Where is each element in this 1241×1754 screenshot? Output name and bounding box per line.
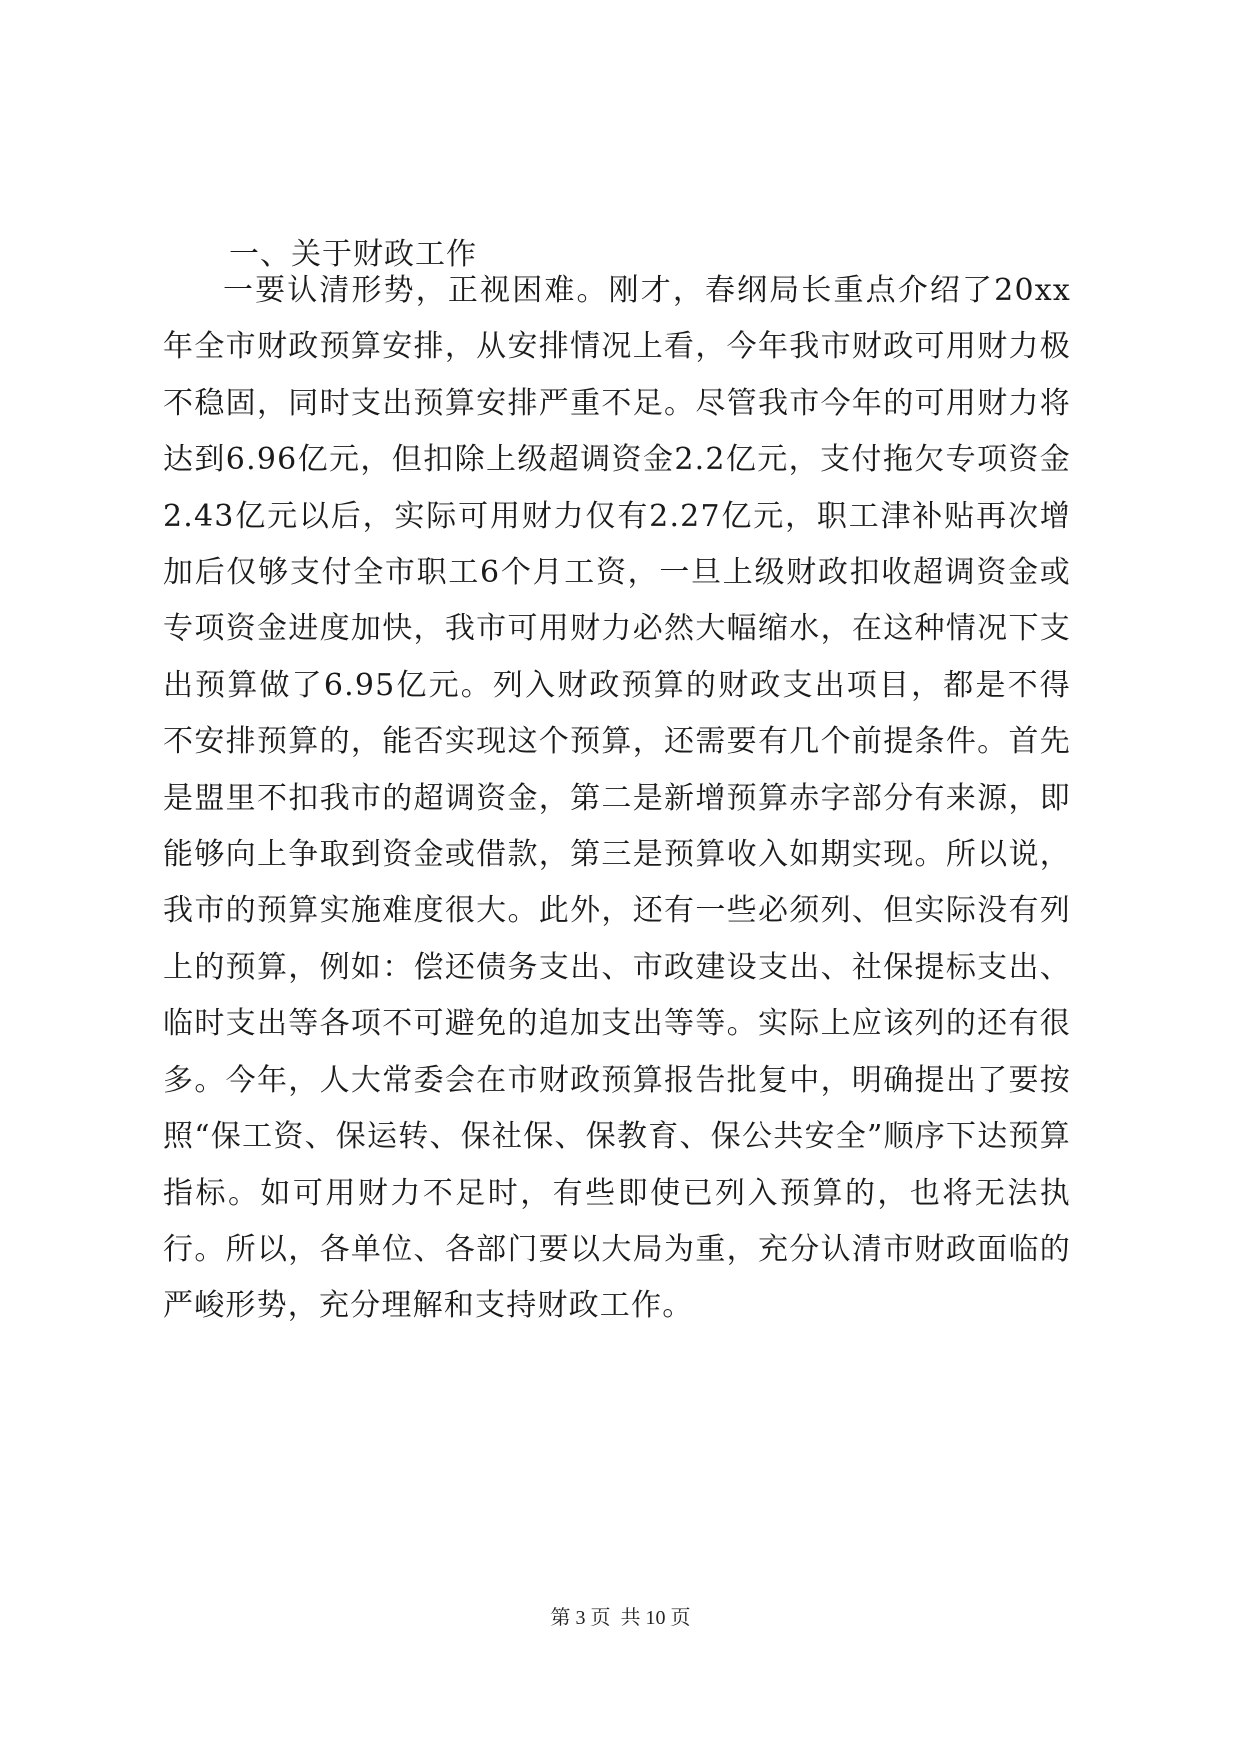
body-paragraph: 一要认清形势，正视困难。刚才，春纲局长重点介绍了20xx年全市财政预算安排，从安排情况上看，今年我市财政可用财力极不稳固，同时支出预算安排严重不足。尽管我市今年的可用财力将达到6.96亿元，但扣除上级超调资金2.2亿元，支付拖欠专项资金2.43亿元以后，实际可用财力仅有2.27亿元，职工津补贴再次增加后仅够支付全市职工6个月工资，一旦上级财政扣收超调资金或专项资金进度加快，我市可用财力必然大幅缩水，在这种情况下支出预算做了6.95亿元。列入财政预算的财政支出项目，都是不得不安排预算的，能否实现这个预算，还需要有几个前提条件。首先是盟里不扣我市的超调资金，第二是新增预算赤字部分有来源，即能够向上争取到资金或借款，第三是预算收入如期实现。所以说，我市的预算实施难度很大。此外，还有一些必须列、但实际没有列上的预算，例如：偿还债务支出、市政建设支出、社保提标支出、临时支出等各项不可避免的追加支出等等。实际上应该列的还有很多。今年，人大常委会在市财政预算报告批复中，明确提出了要按照“保工资、保运转、保社保、保教育、保公共安全”顺序下达预算指标。如可用财力不足时，有些即使已列入预算的，也将无法执行。所以，各单位、各部门要以大局为重，充分认清市财政面临的严峻形势，充分理解和支持财政工作。 bbox=[163, 273, 1071, 1324]
page-number-footer: 第 3 页 共 10 页 bbox=[550, 1607, 691, 1629]
section-heading: 一、关于财政工作 bbox=[229, 237, 477, 272]
